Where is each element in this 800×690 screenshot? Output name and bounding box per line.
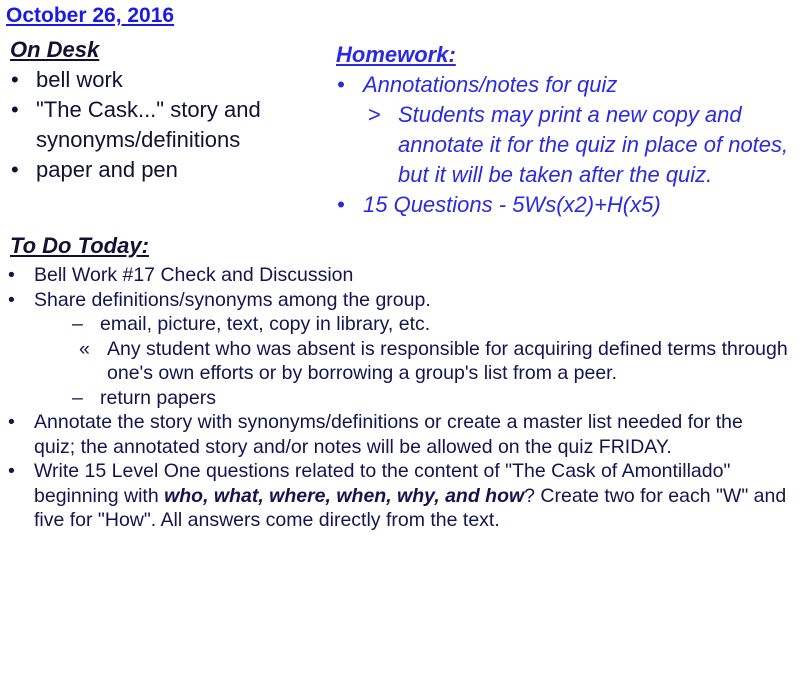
list-item-text: paper and pen xyxy=(36,157,178,182)
bullet-icon: • xyxy=(8,288,15,311)
list-item-text: 15 Questions - 5Ws(x2)+H(x5) xyxy=(363,192,661,217)
bullet-icon: • xyxy=(8,411,15,433)
list-item-text: return papers xyxy=(100,386,216,409)
list-item-text: "The Cask..." story and synonyms/definitions xyxy=(36,97,261,152)
list-item-text xyxy=(34,460,786,531)
list-item-text: Bell Work #17 Check and Discussion xyxy=(34,264,354,286)
on-desk-heading: On Desk xyxy=(10,37,100,62)
list-item xyxy=(10,65,330,95)
list-item xyxy=(10,95,330,155)
arrow-bullet-icon: > xyxy=(368,102,381,127)
on-desk-section xyxy=(10,37,330,185)
todo-section xyxy=(8,263,788,533)
homework-sublist xyxy=(363,100,796,190)
todo-heading: To Do Today: xyxy=(10,233,149,258)
todo-sublist xyxy=(8,386,788,411)
list-item-text: Students may print a new copy and annotate it for the quiz in place of notes, but it will be taken after the quiz. xyxy=(398,102,789,187)
todo-list xyxy=(8,263,788,312)
list-item xyxy=(8,337,788,386)
bullet-icon: • xyxy=(8,460,15,482)
list-item-text-part: Write 15 Level One questions related to the content of "The Cask of Amontillado" beginning with xyxy=(34,460,731,507)
list-item xyxy=(8,459,788,533)
list-item xyxy=(8,410,788,459)
todo-sublist xyxy=(8,312,788,337)
bullet-icon: • xyxy=(11,67,19,92)
list-item-text: Share definitions/synonyms among the group. xyxy=(34,288,431,311)
on-desk-list xyxy=(10,65,330,185)
guillemet-bullet-icon: « xyxy=(79,337,90,360)
list-item xyxy=(336,190,796,220)
todo-list-continued xyxy=(8,410,788,533)
list-item xyxy=(336,70,796,190)
list-item xyxy=(8,263,788,288)
homework-list xyxy=(336,70,796,220)
list-item xyxy=(8,312,788,337)
bullet-icon: • xyxy=(337,72,345,97)
list-item-text: email, picture, text, copy in library, etc. xyxy=(100,313,431,335)
date-link[interactable]: October 26, 2016 xyxy=(6,4,175,27)
todo-subsublist xyxy=(8,337,788,386)
list-item xyxy=(363,100,796,190)
bullet-icon: • xyxy=(337,192,345,217)
bullet-icon: • xyxy=(8,264,15,286)
question-words-emphasis: who, what, where, when, why, and how xyxy=(164,484,525,507)
bullet-icon: • xyxy=(11,97,19,122)
bullet-icon: • xyxy=(11,157,19,182)
list-item xyxy=(8,288,788,313)
dash-bullet-icon: – xyxy=(72,386,83,409)
list-item xyxy=(10,155,330,185)
list-item-text: Any student who was absent is responsible for acquiring defined terms through one's own efforts or by borrowing a group's list from a peer. xyxy=(107,337,788,384)
homework-heading: Homework: xyxy=(336,42,456,67)
list-item xyxy=(8,386,788,411)
homework-section xyxy=(336,42,796,220)
list-item-text-part: ? Create two for each "W" and five for "How". All answers come directly from the text. xyxy=(34,484,787,531)
list-item-text: Annotate the story with synonyms/definitions or create a master list needed for the quiz; the annotated story and/or notes will be allowed on the quiz FRIDAY. xyxy=(34,411,743,458)
dash-bullet-icon: – xyxy=(72,313,83,335)
list-item-text: Annotations/notes for quiz xyxy=(363,72,618,97)
list-item-text: bell work xyxy=(36,67,123,92)
